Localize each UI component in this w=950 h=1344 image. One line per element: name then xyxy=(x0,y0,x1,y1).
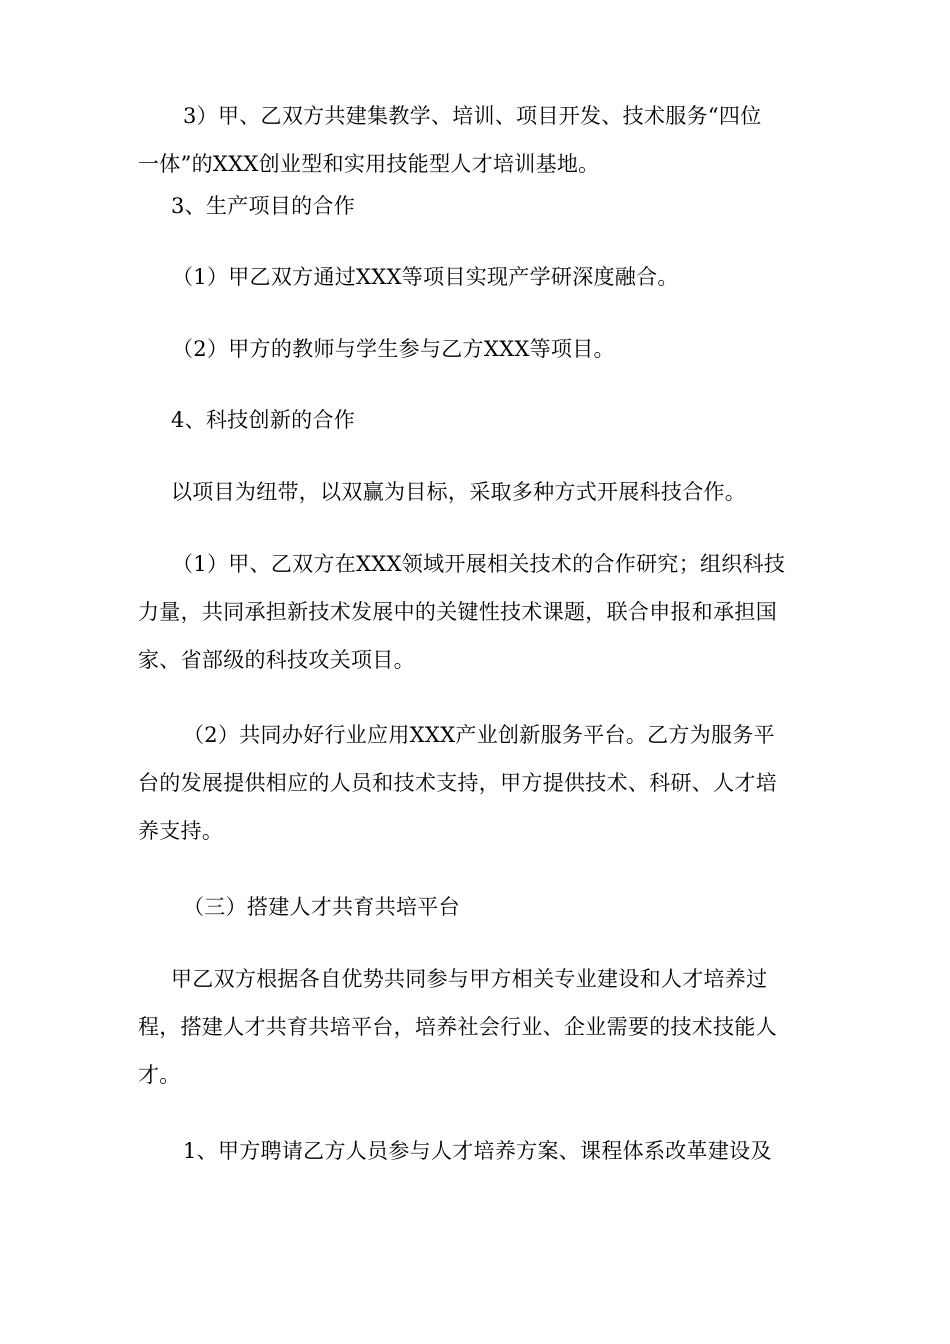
paragraph-line: （2）甲方的教师与学生参与乙方XXX等项目。 xyxy=(172,337,615,361)
paragraph-line: 4、科技创新的合作 xyxy=(171,408,356,432)
paragraph-four-in-one-base xyxy=(138,92,810,188)
paragraph-line: （1）甲、乙双方在XXX领域开展相关技术的合作研究；组织科技 xyxy=(172,552,786,576)
paragraph-project-win-win xyxy=(138,468,810,516)
paragraph-item-2-teacher-student xyxy=(138,325,810,373)
paragraph-line: 3）甲、乙双方共建集教学、培训、项目开发、技术服务“四位 xyxy=(183,104,762,128)
paragraph-talent-cultivation xyxy=(138,955,810,1099)
paragraph-item-1-joint-research xyxy=(138,540,810,684)
heading-talent-platform xyxy=(138,883,810,931)
paragraph-line: （1）甲乙双方通过XXX等项目实现产学研深度融合。 xyxy=(172,265,679,289)
paragraph-line: 力量，共同承担新技术发展中的关键性技术课题，联合申报和承担国 xyxy=(138,600,777,624)
paragraph-line: 才。 xyxy=(138,1063,181,1087)
heading-production-project-cooperation xyxy=(138,182,810,230)
paragraph-line: 以项目为纽带，以双赢为目标，采取多种方式开展科技合作。 xyxy=(171,480,747,504)
paragraph-line: 程，搭建人才共育共培平台，培养社会行业、企业需要的技术技能人 xyxy=(138,1015,777,1039)
paragraph-line: 家、省部级的科技攻关项目。 xyxy=(138,648,415,672)
heading-tech-innovation-cooperation xyxy=(138,396,810,444)
paragraph-line: 台的发展提供相应的人员和技术支持，甲方提供技术、科研、人才培 xyxy=(138,771,777,795)
paragraph-item-1-industry-academia xyxy=(138,253,810,301)
paragraph-line: 3、生产项目的合作 xyxy=(171,194,356,218)
paragraph-line: 养支持。 xyxy=(138,819,224,843)
paragraph-line: 一体”的XXX创业型和实用技能型人才培训基地。 xyxy=(138,152,600,176)
paragraph-line: 甲乙双方根据各自优势共同参与甲方相关专业建设和人才培养过 xyxy=(171,967,768,991)
paragraph-item-2-service-platform xyxy=(138,711,810,855)
paragraph-line: （2）共同办好行业应用XXX产业创新服务平台。乙方为服务平 xyxy=(183,723,775,747)
paragraph-line: 1、甲方聘请乙方人员参与人才培养方案、课程体系改革建设及 xyxy=(183,1139,772,1163)
paragraph-item-1-hire-staff xyxy=(138,1127,810,1175)
paragraph-line: （三）搭建人才共育共培平台 xyxy=(183,895,460,919)
